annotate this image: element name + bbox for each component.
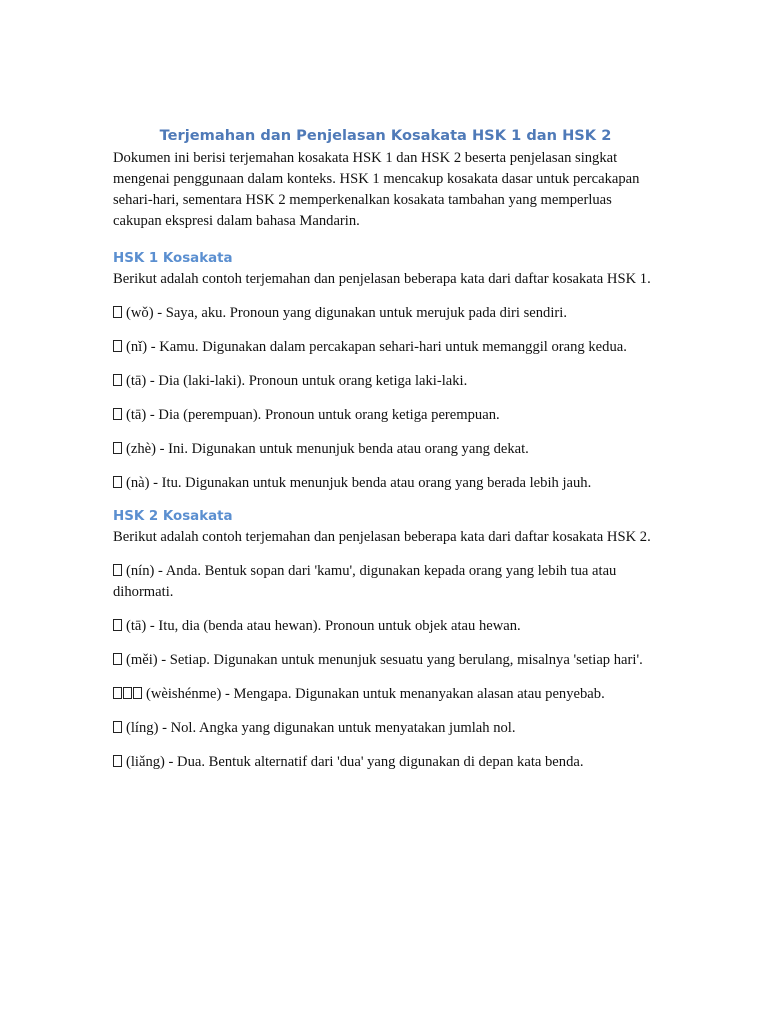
hsk2-intro: Berikut adalah contoh terjemahan dan penjelasan beberapa kata dari daftar kosakata HSK 2.	[113, 529, 651, 545]
entry-text: (tā) - Itu, dia (benda atau hewan). Pronoun untuk objek atau hewan.	[126, 618, 521, 634]
entry-text: (wǒ) - Saya, aku. Pronoun yang digunakan untuk merujuk pada diri sendiri.	[126, 305, 567, 321]
vocab-entry	[113, 303, 658, 324]
document-title: Terjemahan dan Penjelasan Kosakata HSK 1 dan HSK 2	[159, 127, 612, 144]
vocab-entry	[113, 371, 658, 392]
entry-text: (nǐ) - Kamu. Digunakan dalam percakapan sehari-hari untuk memanggil orang kedua.	[126, 339, 627, 355]
entry-text: (liǎng) - Dua. Bentuk alternatif dari 'dua' yang digunakan di depan kata benda.	[126, 754, 584, 770]
missing-glyph-icon	[113, 476, 122, 488]
entry-text: (nà) - Itu. Digunakan untuk menunjuk benda atau orang yang berada lebih jauh.	[126, 475, 592, 491]
hsk1-intro: Berikut adalah contoh terjemahan dan penjelasan beberapa kata dari daftar kosakata HSK 1.	[113, 271, 651, 287]
vocab-entry	[113, 718, 658, 739]
missing-glyph-icon	[133, 687, 142, 699]
vocab-entry	[113, 337, 658, 358]
entry-text: (tā) - Dia (laki-laki). Pronoun untuk orang ketiga laki-laki.	[126, 373, 468, 389]
vocab-entry	[113, 473, 658, 494]
vocab-entry	[113, 405, 658, 426]
missing-glyph-icon	[113, 721, 122, 733]
missing-glyph-icon	[113, 340, 122, 352]
missing-glyph-icon	[113, 653, 122, 665]
missing-glyph-icon	[113, 687, 122, 699]
vocab-entry	[113, 616, 658, 637]
missing-glyph-icon	[113, 619, 122, 631]
vocab-entry	[113, 752, 658, 773]
document-intro: Dokumen ini berisi terjemahan kosakata HSK 1 dan HSK 2 beserta penjelasan singkat mengenai penggunaan dalam konteks. HSK 1 mencakup kosakata dasar untuk percakapan sehari-hari, sementara HSK 2 memperkenalkan kosakata tambahan yang memperluas cakupan ekspresi dalam bahasa Mandarin.	[113, 150, 640, 229]
entry-text: (líng) - Nol. Angka yang digunakan untuk menyatakan jumlah nol.	[126, 720, 516, 736]
missing-glyph-icon	[113, 306, 122, 318]
missing-glyph-icon	[113, 442, 122, 454]
entry-text: (zhè) - Ini. Digunakan untuk menunjuk benda atau orang yang dekat.	[126, 441, 529, 457]
missing-glyph-icon	[113, 755, 122, 767]
entry-text: (měi) - Setiap. Digunakan untuk menunjuk sesuatu yang berulang, misalnya 'setiap hari'.	[126, 652, 643, 668]
missing-glyph-icon	[113, 374, 122, 386]
hsk2-section	[113, 507, 658, 773]
document-page	[113, 126, 658, 773]
missing-glyph-icon	[123, 687, 132, 699]
missing-glyph-icon	[113, 408, 122, 420]
entry-text: (wèishénme) - Mengapa. Digunakan untuk menanyakan alasan atau penyebab.	[146, 686, 605, 702]
hsk2-heading: HSK 2 Kosakata	[113, 509, 233, 524]
vocab-entry	[113, 561, 658, 603]
hsk1-section	[113, 249, 658, 494]
vocab-entry	[113, 439, 658, 460]
missing-glyph-icon	[113, 564, 122, 576]
entry-text: (nín) - Anda. Bentuk sopan dari 'kamu', digunakan kepada orang yang lebih tua atau dihormati.	[113, 563, 617, 600]
vocab-entry	[113, 684, 658, 705]
vocab-entry	[113, 650, 658, 671]
hsk1-heading: HSK 1 Kosakata	[113, 251, 233, 266]
entry-text: (tā) - Dia (perempuan). Pronoun untuk orang ketiga perempuan.	[126, 407, 500, 423]
